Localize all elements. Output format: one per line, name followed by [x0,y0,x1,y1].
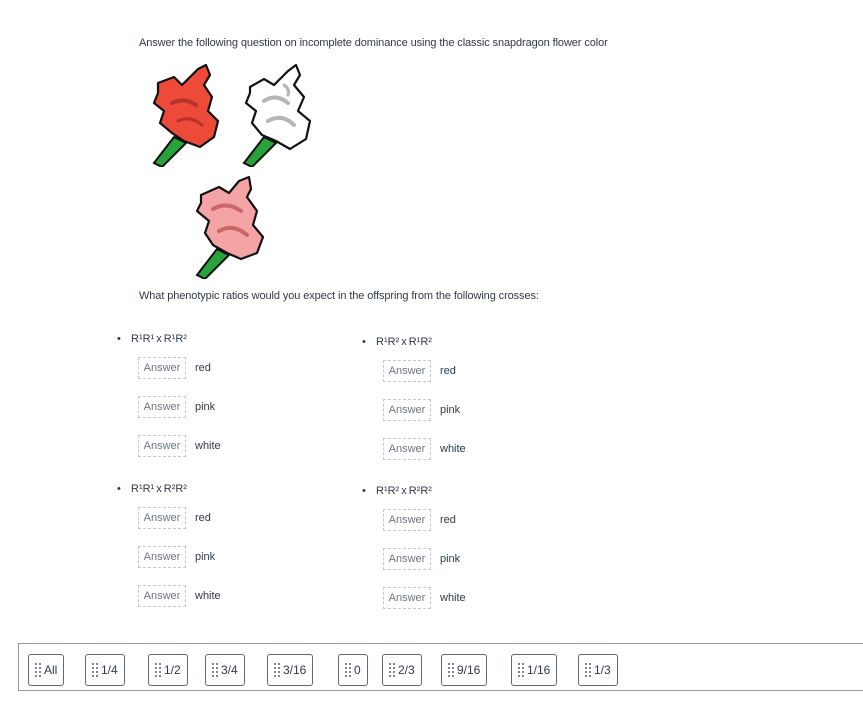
answer-chip[interactable] [267,654,313,686]
cross-parent-2: R²R² [408,485,432,497]
bullet-icon: • [362,485,366,497]
question-text: What phenotypic ratios would you expect in the offspring from the following crosses: [139,290,539,302]
answer-drop-zone[interactable]: Answer [138,435,186,457]
answer-drop-zone[interactable]: Answer [383,509,431,531]
answer-drop-zone[interactable]: Answer [383,548,431,570]
answer-row-red [383,358,456,384]
answer-drop-zone[interactable]: Answer [383,587,431,609]
answer-row-pink [138,394,215,420]
drag-handle-icon [274,663,280,677]
phenotype-label: pink [440,553,461,565]
answer-drop-zone[interactable]: Answer [138,546,186,568]
answer-chip[interactable] [578,654,618,686]
white-flower-image [238,63,318,167]
answer-drop-zone[interactable]: Answer [138,507,186,529]
cross-1 [117,331,337,471]
cross-symbol: x [401,485,407,497]
cross-parent-1: R¹R¹ [131,483,155,495]
phenotype-label: white [440,592,466,604]
drag-handle-icon [585,663,591,677]
cross-symbol: x [156,333,162,345]
phenotype-label: white [195,590,221,602]
cross-3 [117,481,337,621]
drag-handle-icon [212,663,218,677]
answer-chip-label: 2/3 [398,663,415,677]
drag-handle-icon [155,663,161,677]
answer-chip[interactable] [85,654,125,686]
phenotype-label: white [195,440,221,452]
answer-chip[interactable] [338,654,368,686]
drag-handle-icon [448,663,454,677]
cross-title [117,481,337,497]
pink-flower-image [193,175,273,279]
answer-drop-zone[interactable]: Answer [383,438,431,460]
cross-parent-1: R¹R² [376,336,400,348]
answer-chip-label: 0 [354,663,361,677]
cross-symbol: x [401,336,407,348]
cross-parent-2: R²R² [163,483,187,495]
answer-chip-label: 1/4 [101,663,118,677]
answer-chip-label: 1/2 [164,663,181,677]
answer-chip[interactable] [441,654,487,686]
answer-chip-label: 1/16 [527,663,551,677]
red-flower-image [148,63,228,167]
bullet-icon: • [117,333,121,345]
bullet-icon: • [117,483,121,495]
answer-drop-zone[interactable]: Answer [138,357,186,379]
phenotype-label: white [440,443,466,455]
answer-chip-label: 9/16 [457,663,481,677]
drag-handle-icon [389,663,395,677]
answer-row-red [138,505,211,531]
cross-symbol: x [156,483,162,495]
intro-text: Answer the following question on incomplete dominance using the classic snapdragon flower color [139,37,608,49]
answer-row-pink [138,544,215,570]
answer-chip[interactable] [205,654,245,686]
cross-2 [362,334,582,474]
drag-handle-icon [345,663,351,677]
answer-drop-zone[interactable]: Answer [138,585,186,607]
bullet-icon: • [362,336,366,348]
answer-row-red [138,355,211,381]
answer-drop-zone[interactable]: Answer [138,396,186,418]
cross-4 [362,483,582,623]
cross-parent-1: R¹R¹ [131,333,155,345]
phenotype-label: red [195,512,211,524]
answer-chip[interactable] [382,654,422,686]
answer-chip-label: All [44,663,58,677]
cross-title [362,483,582,499]
answer-chip-label: 3/16 [283,663,307,677]
answer-row-white [383,436,466,462]
drag-handle-icon [92,663,98,677]
answer-row-white [383,585,466,611]
answer-chip-label: 1/3 [594,663,611,677]
answer-chip[interactable] [28,654,64,686]
cross-parent-2: R¹R² [163,333,187,345]
drag-handle-icon [518,663,524,677]
cross-title [117,331,337,347]
cross-title [362,334,582,350]
cross-parent-1: R¹R² [376,485,400,497]
cross-parent-2: R¹R² [408,336,432,348]
answer-row-pink [383,546,460,572]
phenotype-label: pink [195,401,216,413]
phenotype-label: red [195,362,211,374]
answer-drop-zone[interactable]: Answer [383,360,431,382]
answer-row-pink [383,397,460,423]
phenotype-label: pink [195,551,216,563]
answer-chip-label: 3/4 [221,663,238,677]
drag-handle-icon [35,663,41,677]
phenotype-label: pink [440,404,461,416]
phenotype-label: red [440,365,456,377]
answer-row-white [138,433,221,459]
answer-row-red [383,507,456,533]
answer-drop-zone[interactable]: Answer [383,399,431,421]
answer-chip[interactable] [511,654,557,686]
answer-row-white [138,583,221,609]
phenotype-label: red [440,514,456,526]
answer-chip[interactable] [148,654,188,686]
answer-tray [18,643,863,691]
